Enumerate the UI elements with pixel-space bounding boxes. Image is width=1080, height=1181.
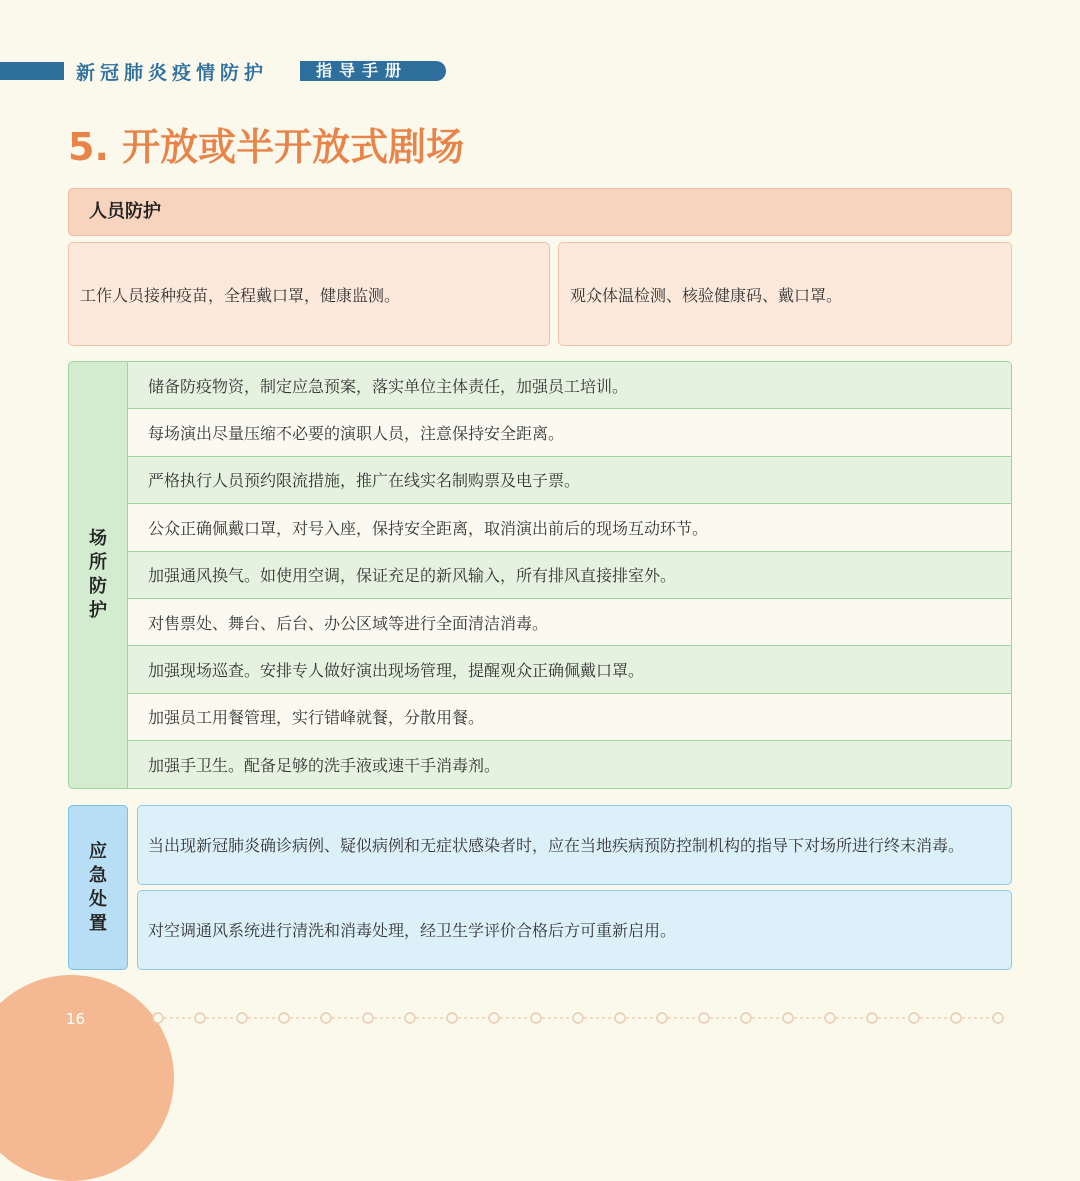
site-protection-section <box>68 361 1012 789</box>
site-row: 对售票处、舞台、后台、办公区域等进行全面清洁消毒。 <box>127 599 1011 646</box>
header-title: 新冠肺炎疫情防护 <box>76 62 269 84</box>
header-tag: 指导手册 <box>300 61 446 81</box>
site-protection-list <box>127 362 1011 788</box>
site-label-char: 防 <box>89 576 107 597</box>
site-row: 加强手卫生。配备足够的洗手液或速干手消毒剂。 <box>127 741 1011 788</box>
emergency-label-char: 应 <box>89 840 107 862</box>
site-row: 加强通风换气。如使用空调，保证充足的新风输入，所有排风直接排室外。 <box>127 552 1011 599</box>
site-row: 每场演出尽量压缩不必要的演职人员，注意保持安全距离。 <box>127 409 1011 456</box>
emergency-label-char: 急 <box>89 864 107 886</box>
emergency-label <box>68 805 128 970</box>
site-row: 公众正确佩戴口罩，对号入座，保持安全距离，取消演出前后的现场互动环节。 <box>127 504 1011 551</box>
emergency-label-char: 置 <box>89 912 107 934</box>
page-number-circle <box>0 975 174 1181</box>
page-number: 16 <box>66 1010 86 1028</box>
site-label-char: 所 <box>89 552 107 573</box>
emergency-label-char: 处 <box>89 888 107 910</box>
emergency-item <box>137 890 1012 970</box>
page-title: 5. 开放或半开放式剧场 <box>68 125 465 169</box>
personnel-staff-text: 工作人员接种疫苗，全程戴口罩，健康监测。 <box>80 285 401 305</box>
personnel-audience-card <box>558 242 1012 346</box>
site-row: 严格执行人员预约限流措施，推广在线实名制购票及电子票。 <box>127 457 1011 504</box>
personnel-staff-card <box>68 242 550 346</box>
personnel-heading: 人员防护 <box>68 188 1012 236</box>
decorative-dotted-line <box>152 1008 1014 1028</box>
emergency-item-text: 对空调通风系统进行清洗和消毒处理，经卫生学评价合格后方可重新启用。 <box>148 920 677 940</box>
site-row: 加强员工用餐管理，实行错峰就餐，分散用餐。 <box>127 694 1011 741</box>
site-protection-label <box>69 362 127 788</box>
personnel-audience-text: 观众体温检测、核验健康码、戴口罩。 <box>570 285 843 305</box>
emergency-item <box>137 805 1012 885</box>
emergency-item-text: 当出现新冠肺炎确诊病例、疑似病例和无症状感染者时，应在当地疾病预防控制机构的指导下对场所进行终末消毒。 <box>148 835 965 855</box>
site-label-char: 护 <box>89 600 107 621</box>
site-label-char: 场 <box>89 528 107 549</box>
site-row: 加强现场巡查。安排专人做好演出现场管理，提醒观众正确佩戴口罩。 <box>127 646 1011 693</box>
site-row: 储备防疫物资，制定应急预案，落实单位主体责任，加强员工培训。 <box>127 362 1011 409</box>
header-accent-bar <box>0 62 64 80</box>
